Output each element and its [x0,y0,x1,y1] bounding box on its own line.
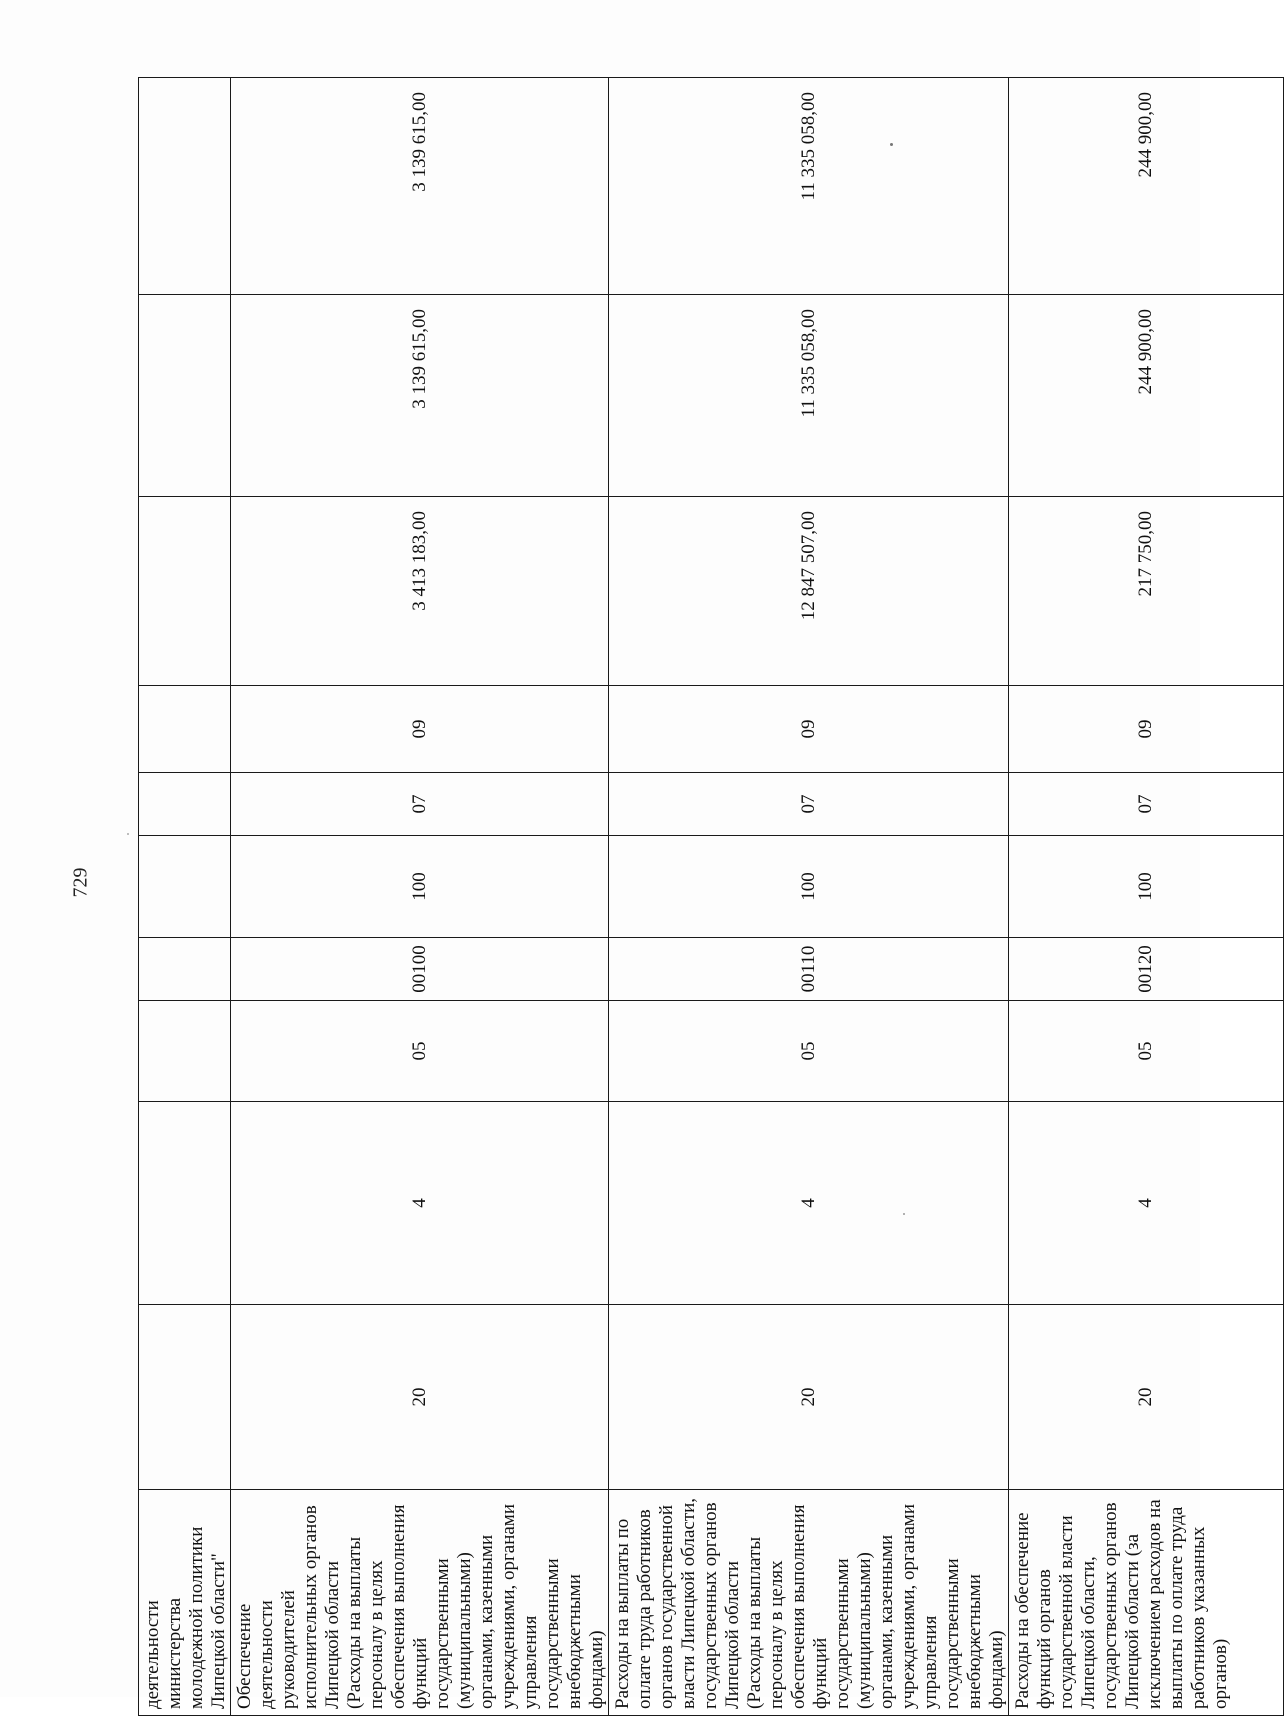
code-cell: 05 [231,1001,609,1102]
budget-table-rotated [138,78,1231,1716]
code-cell: 20 [231,1305,609,1490]
row-description: Обеспечение деятельности руководителей исполнительных органов Липецкой области (Расходы на выплаты персоналу в целях обеспечения выполнения функций государственными (муниципальными) органами, казенными учреждениями, органами управления государственными внебюджетными фондами) [231,1490,609,1716]
amount-cell: 3 413 183,00 [231,497,609,686]
code-cell: 09 [231,686,609,773]
table-row [1009,78,1284,1716]
code-cell [139,836,231,938]
amount-cell: 244 900,00 [1009,295,1284,497]
code-cell: 07 [609,773,1009,836]
code-cell [139,1001,231,1102]
code-cell [139,686,231,773]
amount-cell: 244 900,00 [1009,78,1284,295]
code-cell: 4 [609,1102,1009,1305]
row-description: деятельности министерства молодежной политики Липецкой области" [139,1490,231,1716]
code-cell: 05 [1009,1001,1284,1102]
code-cell: 00120 [1009,938,1284,1001]
amount-cell: 11 335 058,00 [609,295,1009,497]
code-cell: 09 [1009,686,1284,773]
code-cell: 20 [609,1305,1009,1490]
scan-speck [890,143,893,146]
table-row [231,78,609,1716]
code-cell: 00100 [231,938,609,1001]
code-cell [139,938,231,1001]
amount-cell: 217 750,00 [1009,497,1284,686]
row-description: Расходы на выплаты по оплате труда работников органов государственной власти Липецкой области, государственных органов Липецкой области (Расходы на выплаты персоналу в целях обеспечения выполнения функций государственными (муниципальными) органами, казенными учреждениями, органами управления государственными внебюджетными фондами) [609,1490,1009,1716]
code-cell: 07 [1009,773,1284,836]
amount-cell [139,78,231,295]
table-row [609,78,1009,1716]
code-cell: 09 [609,686,1009,773]
code-cell: 4 [1009,1102,1284,1305]
budget-table [138,77,1284,1716]
page-number: 729 [69,867,92,897]
code-cell: 05 [609,1001,1009,1102]
amount-cell: 3 139 615,00 [231,295,609,497]
scan-speck [903,1213,905,1215]
code-cell [139,1305,231,1490]
table-row [139,78,231,1716]
code-cell: 20 [1009,1305,1284,1490]
code-cell: 07 [231,773,609,836]
code-cell: 00110 [609,938,1009,1001]
amount-cell [139,295,231,497]
code-cell [139,1102,231,1305]
code-cell: 100 [609,836,1009,938]
amount-cell: 11 335 058,00 [609,78,1009,295]
code-cell: 4 [231,1102,609,1305]
row-description: Расходы на обеспечение функций органов государственной власти Липецкой области, государственных органов Липецкой области (за исключением расходов на выплаты по оплате труда работников указанных органов) [1009,1490,1284,1716]
code-cell: 100 [1009,836,1284,938]
code-cell: 100 [231,836,609,938]
scan-speck [127,833,129,835]
amount-cell: 12 847 507,00 [609,497,1009,686]
amount-cell [139,497,231,686]
code-cell [139,773,231,836]
amount-cell: 3 139 615,00 [231,78,609,295]
